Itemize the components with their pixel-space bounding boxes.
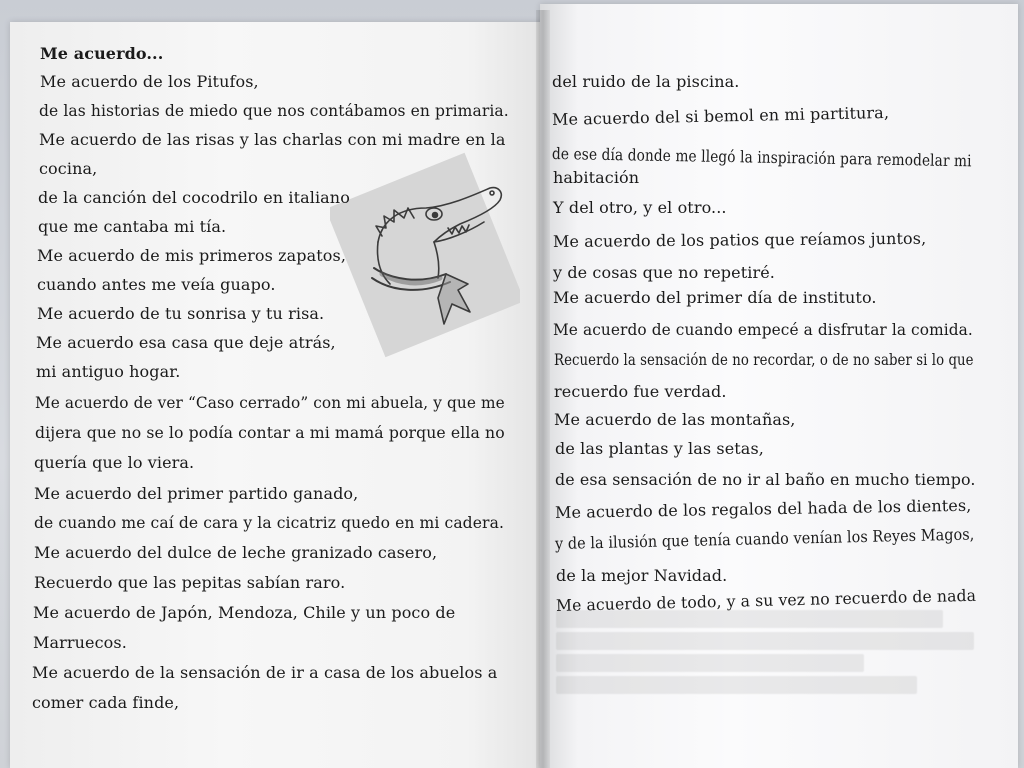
text-line: Me acuerdo esa casa que deje atrás,	[36, 333, 336, 352]
text-line: Me acuerdo de tu sonrisa y tu risa.	[37, 304, 325, 323]
text-line: Y del otro, y el otro...	[553, 198, 727, 217]
crocodile-icon	[330, 150, 520, 360]
text-line: de la canción del cocodrilo en italiano	[38, 188, 350, 207]
text-line: y de la ilusión que tenía cuando venían los Reyes Magos,	[554, 524, 975, 553]
text-line: de las historias de miedo que nos contábamos en primaria.	[39, 101, 509, 120]
text-line: de cuando me caí de cara y la cicatriz quedo en mi cadera.	[34, 513, 504, 532]
text-line: Me acuerdo de los Pitufos,	[40, 72, 259, 91]
text-line: dijera que no se lo podía contar a mi mamá porque ella no	[35, 423, 505, 442]
text-line: Me acuerdo del si bemol en mi partitura,	[551, 102, 890, 129]
text-line: Recuerdo la sensación de no recordar, o de no saber si lo que	[554, 350, 974, 369]
text-line: de esa sensación de no ir al baño en mucho tiempo.	[555, 470, 976, 489]
text-line: mi antiguo hogar.	[36, 362, 181, 381]
text-line: cuando antes me veía guapo.	[37, 275, 276, 294]
text-line: Me acuerdo de cuando empecé a disfrutar la comida.	[553, 320, 973, 339]
text-line: cocina,	[39, 159, 98, 178]
text-line: quería que lo viera.	[34, 453, 195, 472]
text-line: Me acuerdo del primer día de instituto.	[553, 288, 877, 307]
text-line: habitación	[553, 168, 640, 187]
ink-bleed-through	[556, 610, 996, 700]
text-line: Me acuerdo de los patios que reíamos juntos,	[552, 228, 927, 251]
text-line: Me acuerdo del primer partido ganado,	[34, 484, 359, 503]
text-line: Me acuerdo de mis primeros zapatos,	[37, 246, 347, 265]
text-line: Me acuerdo del dulce de leche granizado casero,	[34, 543, 438, 562]
text-line: de ese día donde me llegó la inspiración para remodelar mi	[551, 144, 972, 171]
text-line: Me acuerdo de Japón, Mendoza, Chile y un poco de	[33, 603, 456, 622]
poem-title: Me acuerdo...	[40, 44, 164, 63]
text-line: de las plantas y las setas,	[555, 439, 764, 458]
text-line: de la mejor Navidad.	[556, 566, 728, 585]
text-line: Me acuerdo de todo, y a su vez no recuerdo de nada	[555, 585, 977, 615]
text-line: Marruecos.	[33, 633, 127, 652]
book-gutter	[536, 10, 550, 768]
text-line: Recuerdo que las pepitas sabían raro.	[34, 573, 346, 592]
text-line: Me acuerdo de las risas y las charlas con mi madre en la	[39, 130, 506, 149]
text-line: comer cada finde,	[32, 693, 180, 712]
text-line: Me acuerdo de los regalos del hada de los dientes,	[554, 495, 972, 522]
text-line: recuerdo fue verdad.	[554, 382, 727, 401]
text-line: Me acuerdo de las montañas,	[554, 410, 796, 429]
text-line: que me cantaba mi tía.	[38, 217, 227, 236]
text-line: Me acuerdo de ver “Caso cerrado” con mi abuela, y que me	[35, 393, 505, 412]
text-line: Me acuerdo de la sensación de ir a casa de los abuelos a	[32, 663, 498, 682]
text-line: del ruido de la piscina.	[552, 72, 740, 91]
text-line: y de cosas que no repetiré.	[553, 263, 775, 282]
